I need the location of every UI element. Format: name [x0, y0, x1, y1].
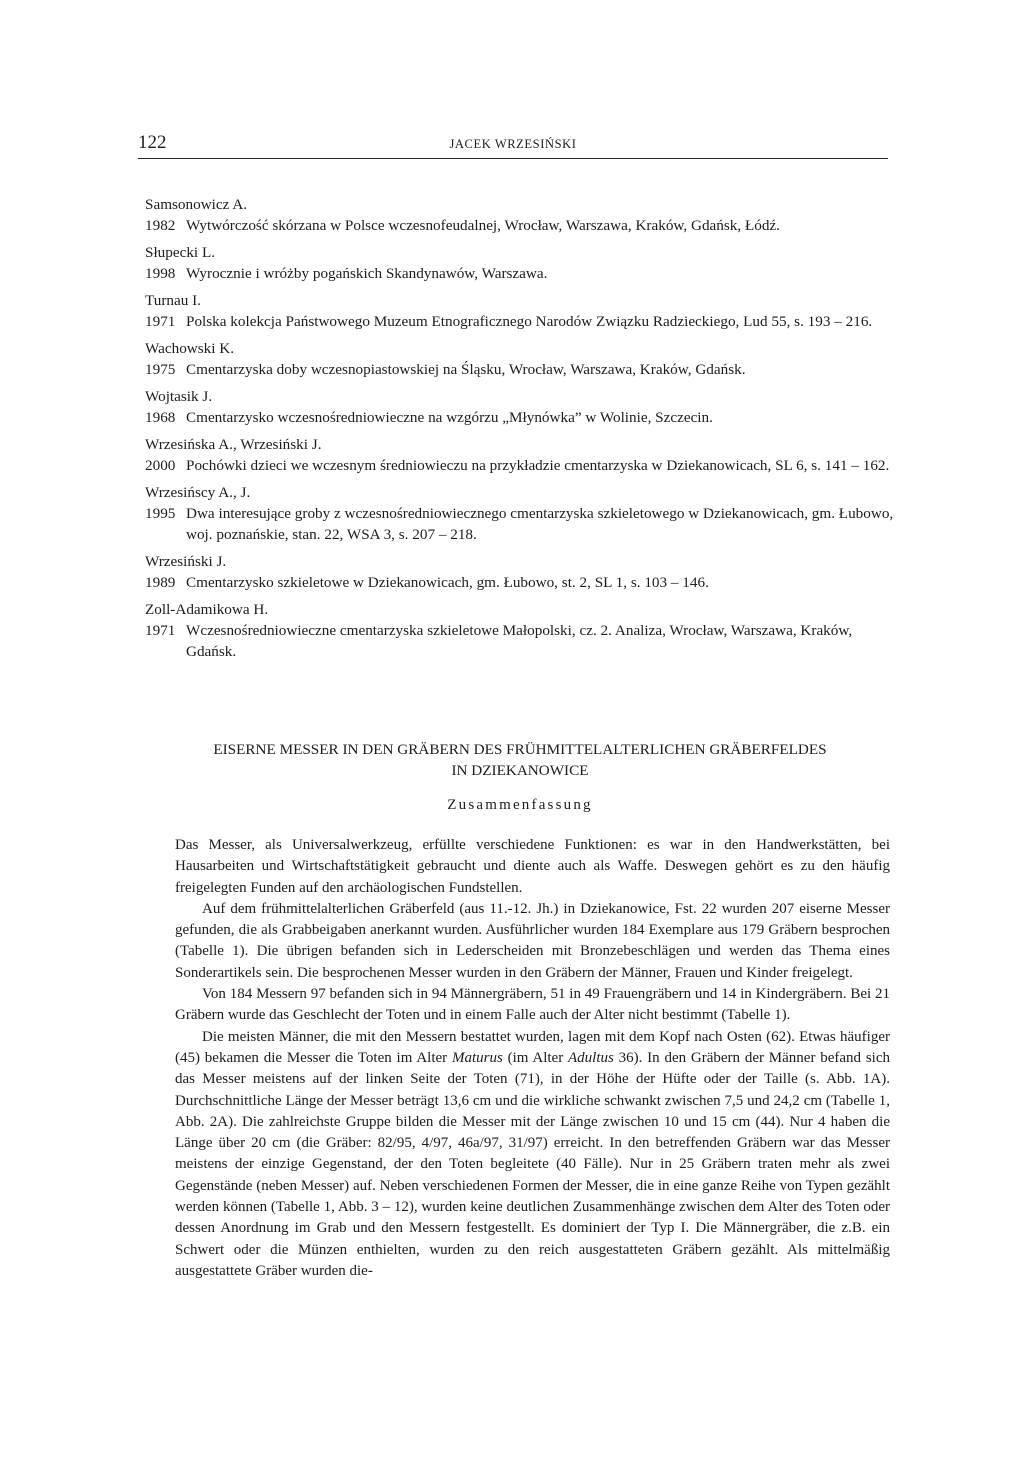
reference-entry	[145, 194, 895, 236]
reference-body	[145, 455, 895, 476]
reference-year: 1989	[145, 574, 176, 591]
running-head	[138, 128, 888, 159]
reference-year: 2000	[145, 457, 176, 474]
reference-year: 1995	[145, 505, 176, 522]
term-adultus: Adultus	[568, 1049, 614, 1066]
summary-text: 36). In den Gräbern der Männer befand sich das Messer meistens auf der linken Seite der Toten (71), in der Höhe der Hüfte oder der Taille (s. Abb. 1A). Durchschnittliche Länge der Messer beträgt 13,6 cm und die wirkliche schwankt zwischen 7,5 und 24,2 cm (Tabelle 1, Abb. 2A). Die zahlreichste Gruppe bilden die Messer mit der Länge zwischen 10 und 15 cm (44). Nur 4 haben die Länge über 20 cm (die Gräber: 82/95, 4/97, 46a/97, 31/97) erreicht. In den betreffenden Gräbern war das Messer meistens der einzige Gegenstand, der den Toten begleitete (40 Fälle). Nur in 25 Gräbern traten mehr als zwei Gegenstände (neben Messer) auf. Neben verschiedenen Formen der Messer, die in eine ganze Reihe von Typen gezählt werden können (Tabelle 1, Abb. 3 – 12), wurden keine deutlichen Zusammenhänge zwischen dem Alter des Toten oder dessen Anordnung im Grab und den Messern festgestellt. Es dominiert der Typ I. Die Männergräber, die z.B. ein Schwert oder die Münzen enthielten, wurden zu den reich ausgestatteten Gräbern gezählt. Als mittelmäßig ausgestattete Gräber wurden die-	[175, 1049, 890, 1279]
reference-body	[145, 620, 895, 662]
summary-paragraph	[175, 1027, 890, 1283]
reference-body	[145, 311, 895, 332]
reference-year: 1998	[145, 265, 176, 282]
reference-author: Samsonowicz A.	[145, 196, 248, 213]
reference-body	[145, 215, 895, 236]
reference-author: Wrzesińscy A., J.	[145, 484, 251, 501]
reference-entry	[145, 386, 895, 428]
reference-entry	[145, 599, 895, 662]
reference-text: Dwa interesujące groby z wczesnośredniowiecznego cmentarzyska szkieletowego w Dziekanowicach, gm. Łubowo, woj. poznańskie, stan. 22, WSA 3, s. 207 – 218.	[186, 505, 894, 543]
reference-body	[145, 263, 895, 284]
reference-year: 1971	[145, 313, 176, 330]
reference-body	[145, 407, 895, 428]
summary-body	[175, 835, 890, 1282]
reference-text: Wyrocznie i wróżby pogańskich Skandynawów, Warszawa.	[186, 265, 548, 282]
summary-paragraph: Das Messer, als Universalwerkzeug, erfüllte verschiedene Funktionen: es war in den Handwerkstätten, bei Hausarbeiten und Wirtschaftstätigkeit gebraucht und diente auch als Waffe. Deswegen gehört es zu den häufig freigelegten Funden auf den archäologischen Fundstellen.	[175, 837, 890, 896]
summary-text: (im Alter	[502, 1049, 568, 1066]
term-maturus: Maturus	[451, 1049, 503, 1066]
reference-entry	[145, 242, 895, 284]
reference-text: Cmentarzysko szkieletowe w Dziekanowicach, gm. Łubowo, st. 2, SL 1, s. 103 – 146.	[186, 574, 709, 591]
reference-author: Turnau I.	[145, 292, 201, 309]
reference-entry	[145, 434, 895, 476]
reference-text: Cmentarzyska doby wczesnopiastowskiej na Śląsku, Wrocław, Warszawa, Kraków, Gdańsk.	[186, 361, 746, 378]
reference-year: 1968	[145, 409, 176, 426]
summary-title-line: IN DZIEKANOWICE	[451, 762, 589, 779]
reference-year: 1982	[145, 217, 176, 234]
reference-year: 1971	[145, 622, 176, 639]
reference-list	[145, 194, 895, 668]
reference-entry	[145, 290, 895, 332]
reference-author: Wrzesińska A., Wrzesiński J.	[145, 436, 322, 453]
reference-author: Wojtasik J.	[145, 388, 213, 405]
summary-paragraph: Auf dem frühmittelalterlichen Gräberfeld (aus 11.-12. Jh.) in Dziekanowice, Fst. 22 wurden 207 eiserne Messer gefunden, die als Grabbeigaben anerkannt wurden. Ausführlicher wurden 184 Exemplare aus 179 Gräbern besprochen (Tabelle 1). Die übrigen befanden sich in Lederscheiden mit Bronzebeschlägen und werden das Thema eines Sonderartikels sein. Die besprochenen Messer wurden in den Gräbern der Männer, Frauen und Kinder freigelegt.	[175, 900, 890, 981]
reference-body	[145, 572, 895, 593]
reference-author: Wrzesiński J.	[145, 553, 227, 570]
running-title: JACEK WRZESIŃSKI	[449, 137, 577, 151]
reference-body	[145, 359, 895, 380]
reference-text: Pochówki dzieci we wczesnym średniowieczu na przykładzie cmentarzyska w Dziekanowicach, SL 6, s. 141 – 162.	[186, 457, 890, 474]
reference-entry	[145, 482, 895, 545]
page-number: 122	[138, 132, 167, 153]
reference-year: 1975	[145, 361, 176, 378]
reference-text: Wytwórczość skórzana w Polsce wczesnofeudalnej, Wrocław, Warszawa, Kraków, Gdańsk, Łódź.	[186, 217, 780, 234]
summary-title-line: EISERNE MESSER IN DEN GRÄBERN DES FRÜHMITTELALTERLICHEN GRÄBERFELDES	[213, 741, 827, 758]
reference-entry	[145, 338, 895, 380]
reference-entry	[145, 551, 895, 593]
reference-author: Wachowski K.	[145, 340, 235, 357]
reference-text: Wczesnośredniowieczne cmentarzyska szkieletowe Małopolski, cz. 2. Analiza, Wrocław, Warszawa, Kraków, Gdańsk.	[186, 622, 853, 660]
reference-author: Słupecki L.	[145, 244, 216, 261]
reference-text: Cmentarzysko wczesnośredniowieczne na wzgórzu „Młynówka” w Wolinie, Szczecin.	[186, 409, 713, 426]
summary-paragraph: Von 184 Messern 97 befanden sich in 94 Männergräbern, 51 in 49 Frauengräbern und 14 in Kindergräbern. Bei 21 Gräbern wurde das Geschlecht der Toten und in einem Falle auch der Alter nicht bestimmt (Tabelle 1).	[175, 986, 890, 1024]
summary-title	[145, 739, 895, 781]
reference-body	[145, 503, 895, 545]
summary-text: Die meisten Männer, die mit den Messern bestattet wurden, lagen mit dem Kopf nach Osten (62). Etwas häufiger (45) bekamen die Messer die Toten im Alter	[175, 1028, 890, 1066]
summary-subtitle: Zusammenfassung	[447, 797, 593, 813]
reference-text: Polska kolekcja Państwowego Muzeum Etnograficznego Narodów Związku Radzieckiego, Lud 55, s. 193 – 216.	[186, 313, 873, 330]
reference-author: Zoll-Adamikowa H.	[145, 601, 269, 618]
